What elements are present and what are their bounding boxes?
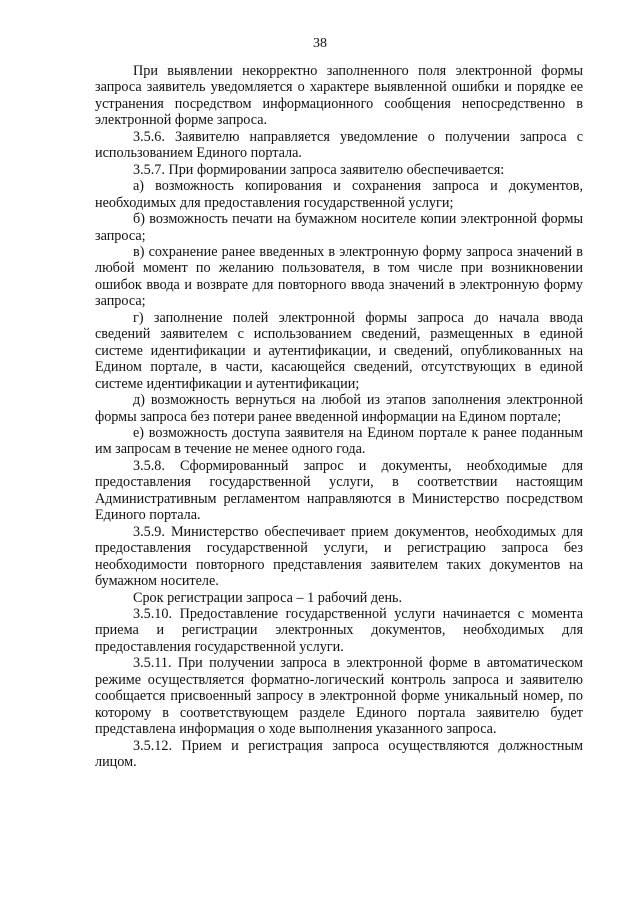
paragraph-3-5-6: 3.5.6. Заявителю направляется уведомление о получении запроса с использованием Единого портала. [95, 128, 583, 162]
paragraph-error-notification: При выявлении некорректно заполненного поля электронной формы запроса заявитель уведомляется о характере выявленной ошибки и порядке ее устранения посредством информационного сообщения непосредственно в электронной форме запроса. [95, 63, 583, 129]
paragraph-3-5-10: 3.5.10. Предоставление государственной услуги начинается с момента приема и регистрации электронных документов, необходимых для предоставления государственной услуги. [95, 605, 583, 655]
paragraph-3-5-8: 3.5.8. Сформированный запрос и документы, необходимые для предоставления государственной услуги, в соответствии настоящим Административным регламентом направляются в Министерство посредством Единого портала. [95, 457, 583, 524]
page-number: 38 [313, 36, 327, 51]
paragraph-3-5-9: 3.5.9. Министерство обеспечивает прием документов, необходимых для предоставления государственной услуги, и регистрацию запроса без необходимости повторного представления заявителем таких документов на бумажном носителе. [95, 523, 583, 590]
list-item-a: а) возможность копирования и сохранения запроса и документов, необходимых для предоставления государственной услуги; [95, 178, 583, 211]
paragraph-registration-term: Срок регистрации запроса – 1 рабочий день. [133, 589, 403, 606]
body-text [95, 63, 583, 770]
list-item-e: е) возможность доступа заявителя на Едином портале к ранее поданным им запросам в течение не менее одного года. [95, 424, 583, 458]
list-item-v: в) сохранение ранее введенных в электронную форму запроса значений в любой момент по желанию пользователя, в том числе при возникновении ошибок ввода и возврате для повторного ввода значений в электронную форму запроса; [95, 243, 583, 310]
list-item-b: б) возможность печати на бумажном носителе копии электронной формы запроса; [95, 211, 583, 244]
list-item-g: г) заполнение полей электронной формы запроса до начала ввода сведений заявителем с использованием сведений, размещенных в единой системе идентификации и аутентификации, и сведений, опубликованных на Едином портале, в части, касающейся сведений, отсутствующих в единой системе идентификации и аутентификации; [95, 309, 583, 392]
paragraph-3-5-11: 3.5.11. При получении запроса в электронной форме в автоматическом режиме осуществляется форматно-логический контроль запроса и заявителю сообщается присвоенный запросу в электронной форме уникальный номер, по которому в соответствующем разделе Единого портала заявителю будет представлена информация о ходе выполнения указанного запроса. [95, 655, 583, 738]
list-item-d: д) возможность вернуться на любой из этапов заполнения электронной формы запроса без потери ранее введенной информации на Едином портале; [95, 392, 583, 425]
paragraph-3-5-12: 3.5.12. Прием и регистрация запроса осуществляются должностным лицом. [95, 737, 583, 771]
paragraph-3-5-7: 3.5.7. При формировании запроса заявителю обеспечивается: [133, 161, 505, 178]
